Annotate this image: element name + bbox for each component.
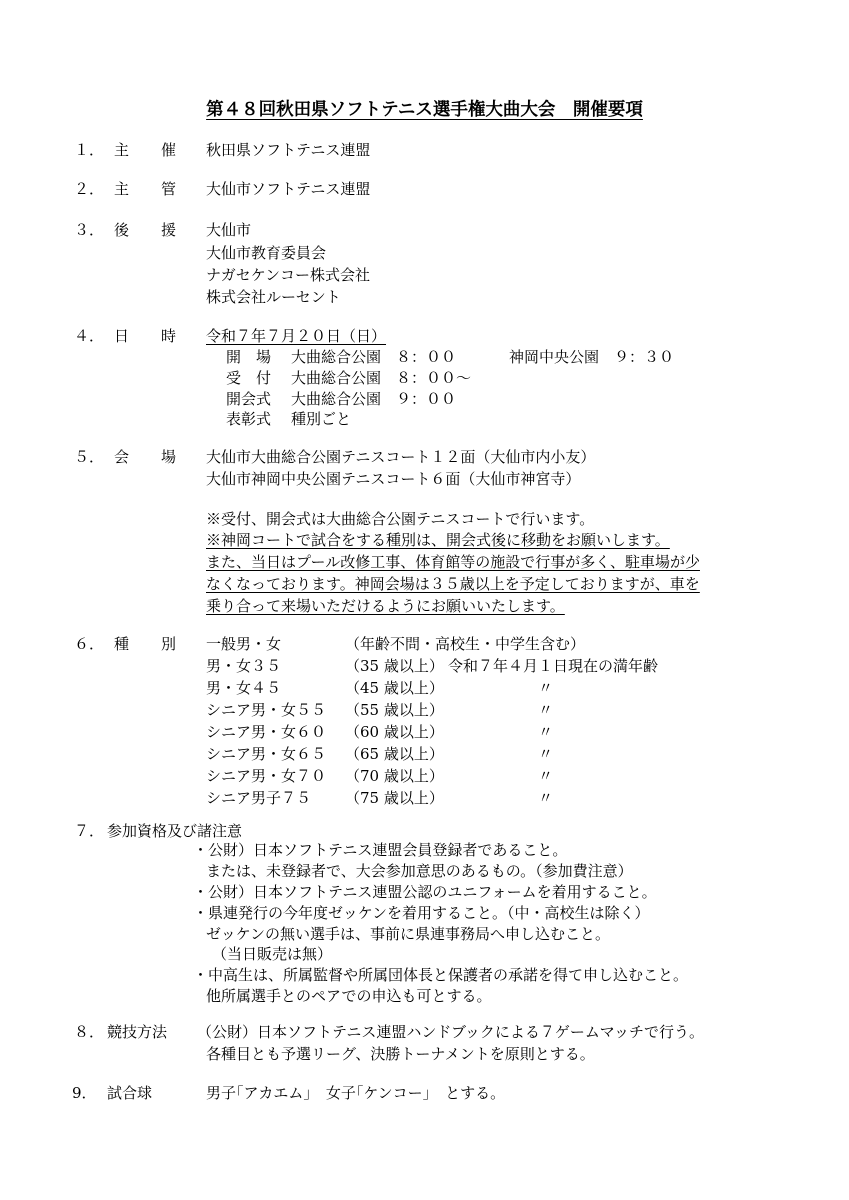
category-condition: （70 歳以上） xyxy=(345,767,444,785)
category-name: 男・女４５ xyxy=(206,679,282,697)
section-number: ４． xyxy=(74,327,105,345)
category-condition: （年齢不問・高校生・中学生含む） xyxy=(345,635,586,653)
eligibility-line: 他所属選手とのペアでの申込も可とする。 xyxy=(206,987,492,1005)
section-number: ８． xyxy=(74,1023,105,1041)
category-condition: （55 歳以上） xyxy=(345,701,444,719)
section-label: 主 xyxy=(114,141,130,159)
category-note: 〃 xyxy=(538,789,554,807)
section-number: ２． xyxy=(74,180,105,198)
category-condition: （35 歳以上） xyxy=(345,657,444,675)
category-condition: （60 歳以上） xyxy=(345,723,444,741)
section-label: 主 xyxy=(114,180,130,198)
venue-note: なくなっております。神岡会場は３５歳以上を予定しておりますが、車を xyxy=(206,575,700,593)
section-label: 催 xyxy=(161,141,177,159)
category-name: シニア男・女６０ xyxy=(206,723,327,741)
schedule-value: 種別ごと xyxy=(291,410,352,428)
category-name: シニア男・女７０ xyxy=(206,767,327,785)
schedule-value: 大曲総合公園 ８：００～ xyxy=(291,369,472,387)
eligibility-line: ゼッケンの無い選手は、事前に県連事務局へ申し込むこと。 xyxy=(206,925,610,943)
schedule-value: 大曲総合公園 ９：００ xyxy=(291,390,457,408)
section-label: 援 xyxy=(161,221,177,239)
supporter-item: 大仙市教育委員会 xyxy=(206,244,327,262)
category-note: 〃 xyxy=(538,767,554,785)
category-condition: （75 歳以上） xyxy=(345,789,444,807)
schedule-extra: 神岡中央公園 ９：３０ xyxy=(509,348,675,366)
section-label: 場 xyxy=(161,448,177,466)
section-label: 会 xyxy=(114,448,130,466)
supporter-item: ナガセケンコー株式会社 xyxy=(206,266,370,284)
category-name: 一般男・女 xyxy=(206,635,282,653)
category-note: 令和７年４月１日現在の満年齢 xyxy=(448,657,659,675)
section-label: 試合球 xyxy=(107,1084,153,1102)
section-value: 秋田県ソフトテニス連盟 xyxy=(206,141,371,159)
section-label: 種 xyxy=(114,635,130,653)
schedule-key: 開会式 xyxy=(226,390,272,408)
category-name: シニア男子７５ xyxy=(206,789,312,807)
venue-note: ※神岡コートで試合をする種別は、開会式後に移動をお願いします。 xyxy=(206,531,670,549)
schedule-value: 大曲総合公園 ８：００ xyxy=(291,348,457,366)
schedule-key: 受 付 xyxy=(226,369,272,387)
section-number: ５． xyxy=(74,448,105,466)
match-ball-value: 男子｢アカエム」 女子｢ケンコー」 とする。 xyxy=(206,1084,506,1102)
section-number: ６． xyxy=(74,635,105,653)
schedule-key: 開 場 xyxy=(226,348,272,366)
venue-note: ※受付、開会式は大曲総合公園テニスコートで行います。 xyxy=(206,510,595,528)
section-number: 9． xyxy=(72,1084,97,1102)
category-condition: （45 歳以上） xyxy=(345,679,444,697)
page-title: 第４８回秋田県ソフトテニス選手権大曲大会 開催要項 xyxy=(206,100,643,120)
supporter-item: 株式会社ルーセント xyxy=(206,288,341,306)
section-label: 日 xyxy=(114,327,130,345)
eligibility-line: （当日販売は無） xyxy=(212,945,333,963)
eligibility-line: ・公財）日本ソフトテニス連盟公認のユニフォームを着用すること。 xyxy=(193,883,657,901)
venue-item: 大仙市神岡中央公園テニスコート６面（大仙市神宮寺） xyxy=(206,470,581,488)
venue-item: 大仙市大曲総合公園テニスコート１２面（大仙市内小友） xyxy=(206,448,596,466)
venue-note: 乗り合って来場いただけるようにお願いいたします。 xyxy=(206,597,565,615)
section-number: ３． xyxy=(74,221,105,239)
category-note: 〃 xyxy=(538,745,554,763)
category-condition: （65 歳以上） xyxy=(345,745,444,763)
eligibility-line: または、未登録者で、大会参加意思のあるもの。（参加費注意） xyxy=(206,862,633,880)
category-note: 〃 xyxy=(538,679,554,697)
category-name: 男・女３５ xyxy=(206,657,282,675)
section-number: １． xyxy=(74,141,105,159)
event-date: 令和７年７月２０日（日） xyxy=(206,327,387,345)
section-label: 管 xyxy=(161,180,177,198)
schedule-key: 表彰式 xyxy=(226,410,272,428)
section-label: 競技方法 xyxy=(107,1023,168,1041)
category-name: シニア男・女６５ xyxy=(206,745,327,763)
category-name: シニア男・女５５ xyxy=(206,701,327,719)
eligibility-line: ・中高生は、所属監督や所属団体長と保護者の承諾を得て申し込むこと。 xyxy=(193,966,689,984)
eligibility-line: ・公財）日本ソフトテニス連盟会員登録者であること。 xyxy=(193,841,568,859)
section-label: 後 xyxy=(114,221,130,239)
method-line: （公財）日本ソフトテニス連盟ハンドブックによる７ゲームマッチで行う。 xyxy=(197,1023,705,1041)
section-value: 大仙市ソフトテニス連盟 xyxy=(206,180,371,198)
method-line: 各種目とも予選リーグ、決勝トーナメントを原則とする。 xyxy=(206,1045,595,1063)
category-note: 〃 xyxy=(538,701,554,719)
supporter-item: 大仙市 xyxy=(206,221,252,239)
category-note: 〃 xyxy=(538,723,554,741)
section-number: ７． xyxy=(74,822,105,840)
venue-note: また、当日はプール改修工事、体育館等の施設で行事が多く、駐車場が少 xyxy=(206,553,700,571)
section-label: 別 xyxy=(161,635,177,653)
section-label: 時 xyxy=(161,327,177,345)
eligibility-line: ・県連発行の今年度ゼッケンを着用すること。（中・高校生は除く） xyxy=(193,904,650,922)
section-label: 参加資格及び諸注意 xyxy=(107,822,243,840)
